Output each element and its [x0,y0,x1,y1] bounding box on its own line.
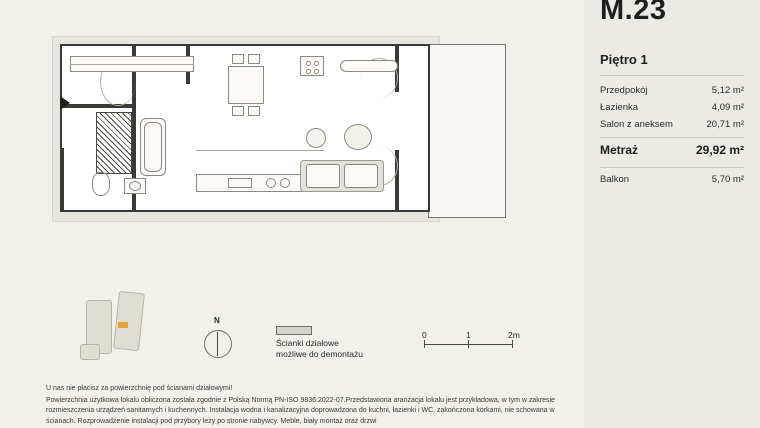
furniture-dining-table [228,66,264,104]
room-list [600,82,744,133]
entrance-door-marker [60,96,70,110]
furniture-hob-burner [280,178,290,188]
legend-line-2: możliwe do demontażu [276,349,363,359]
panel-divider [600,137,744,138]
site-building-block [113,291,145,351]
unit-title: M.23 [600,0,667,26]
room-name: Łazienka [600,102,639,113]
room-row [600,82,744,99]
scale-bar [422,330,520,354]
furniture-upper-cabinet [300,56,324,76]
furniture-detail [306,61,311,66]
room-name: Przedpokój [600,85,648,96]
disclaimer-body: Powierzchnia użytkowa lokalu obliczona została zgodnie z Polską Normą PN-ISO 9836:2022-07.Przedstawiona aranżacja lokalu jest przykładowa, w tym w zakresie rozmieszczenia urządzeń sanitarnych i kuchennych. Instalacja wodna i kanalizacyjna doprowadzona do kuchni, łazienki i WC, zakończona korkami, nie schowana w ścianach. Rozprowadzenie instalacji pod przybory leży po stronie nabywcy. Meble, biały montaż oraz drzwi [46,396,555,425]
legend-line-1: Ścianki działowe [276,338,339,348]
wall-segment [60,148,64,212]
room-area: 5,12 m² [711,85,744,96]
compass-north-label: N [214,316,220,325]
furniture-chair [232,54,244,64]
decor-plant [306,128,326,148]
disclaimer-headline: U nas nie płacisz za powierzchnię pod ścianami działowymi! [46,385,233,392]
furniture-detail [314,69,319,74]
total-area-label: Metraż [600,143,639,157]
room-row [600,116,744,133]
furniture-sofa-cushion [344,164,378,188]
furniture-armchair [344,124,372,150]
furniture-sink-basin [129,181,141,191]
furniture-bathtub-inner [144,122,162,172]
furniture-detail [306,69,311,74]
compass-needle [217,332,218,356]
furniture-detail [70,64,194,65]
compass [196,318,240,362]
room-area: 20,71 m² [706,119,744,130]
furniture-chair [248,106,260,116]
floor-label: Piętro 1 [600,52,648,67]
balcony-area-row [600,174,744,185]
total-area-row [600,143,744,157]
furniture-chair [232,106,244,116]
site-mini-map [76,292,162,364]
panel-divider [600,75,744,76]
scale-label-1: 1 [466,330,471,340]
balcony-outline [428,44,506,218]
furniture-chair [248,54,260,64]
furniture-sofa-cushion [306,164,340,188]
scale-tick [424,340,425,348]
scale-label-2: 2m [508,330,520,340]
site-building-block [80,344,100,360]
panel-divider [600,167,744,168]
furniture-kitchen-sink [228,178,252,188]
balcony-label: Balkon [600,174,630,185]
site-unit-highlight [118,322,128,328]
demountable-wall [96,112,132,174]
legend-text [276,338,416,360]
unit-info-panel [584,0,760,428]
wall-segment [60,104,136,108]
room-name: Salon z aneksem [600,119,673,130]
furniture-hob-burner [266,178,276,188]
disclaimer-text [46,384,562,427]
furniture-toilet [92,172,110,196]
scale-tick [512,340,513,348]
room-row [600,99,744,116]
total-area-value: 29,92 m² [695,143,744,157]
legend-swatch-demountable-wall [276,326,312,335]
room-area: 4,09 m² [711,102,744,113]
furniture-detail [314,61,319,66]
scale-tick [468,340,469,348]
furniture-detail [196,150,324,151]
scale-label-0: 0 [422,330,427,340]
wall-segment [132,104,136,212]
compass-circle [204,330,232,358]
balcony-value: 5,70 m² [711,174,744,185]
furniture-cabinet [340,60,398,72]
